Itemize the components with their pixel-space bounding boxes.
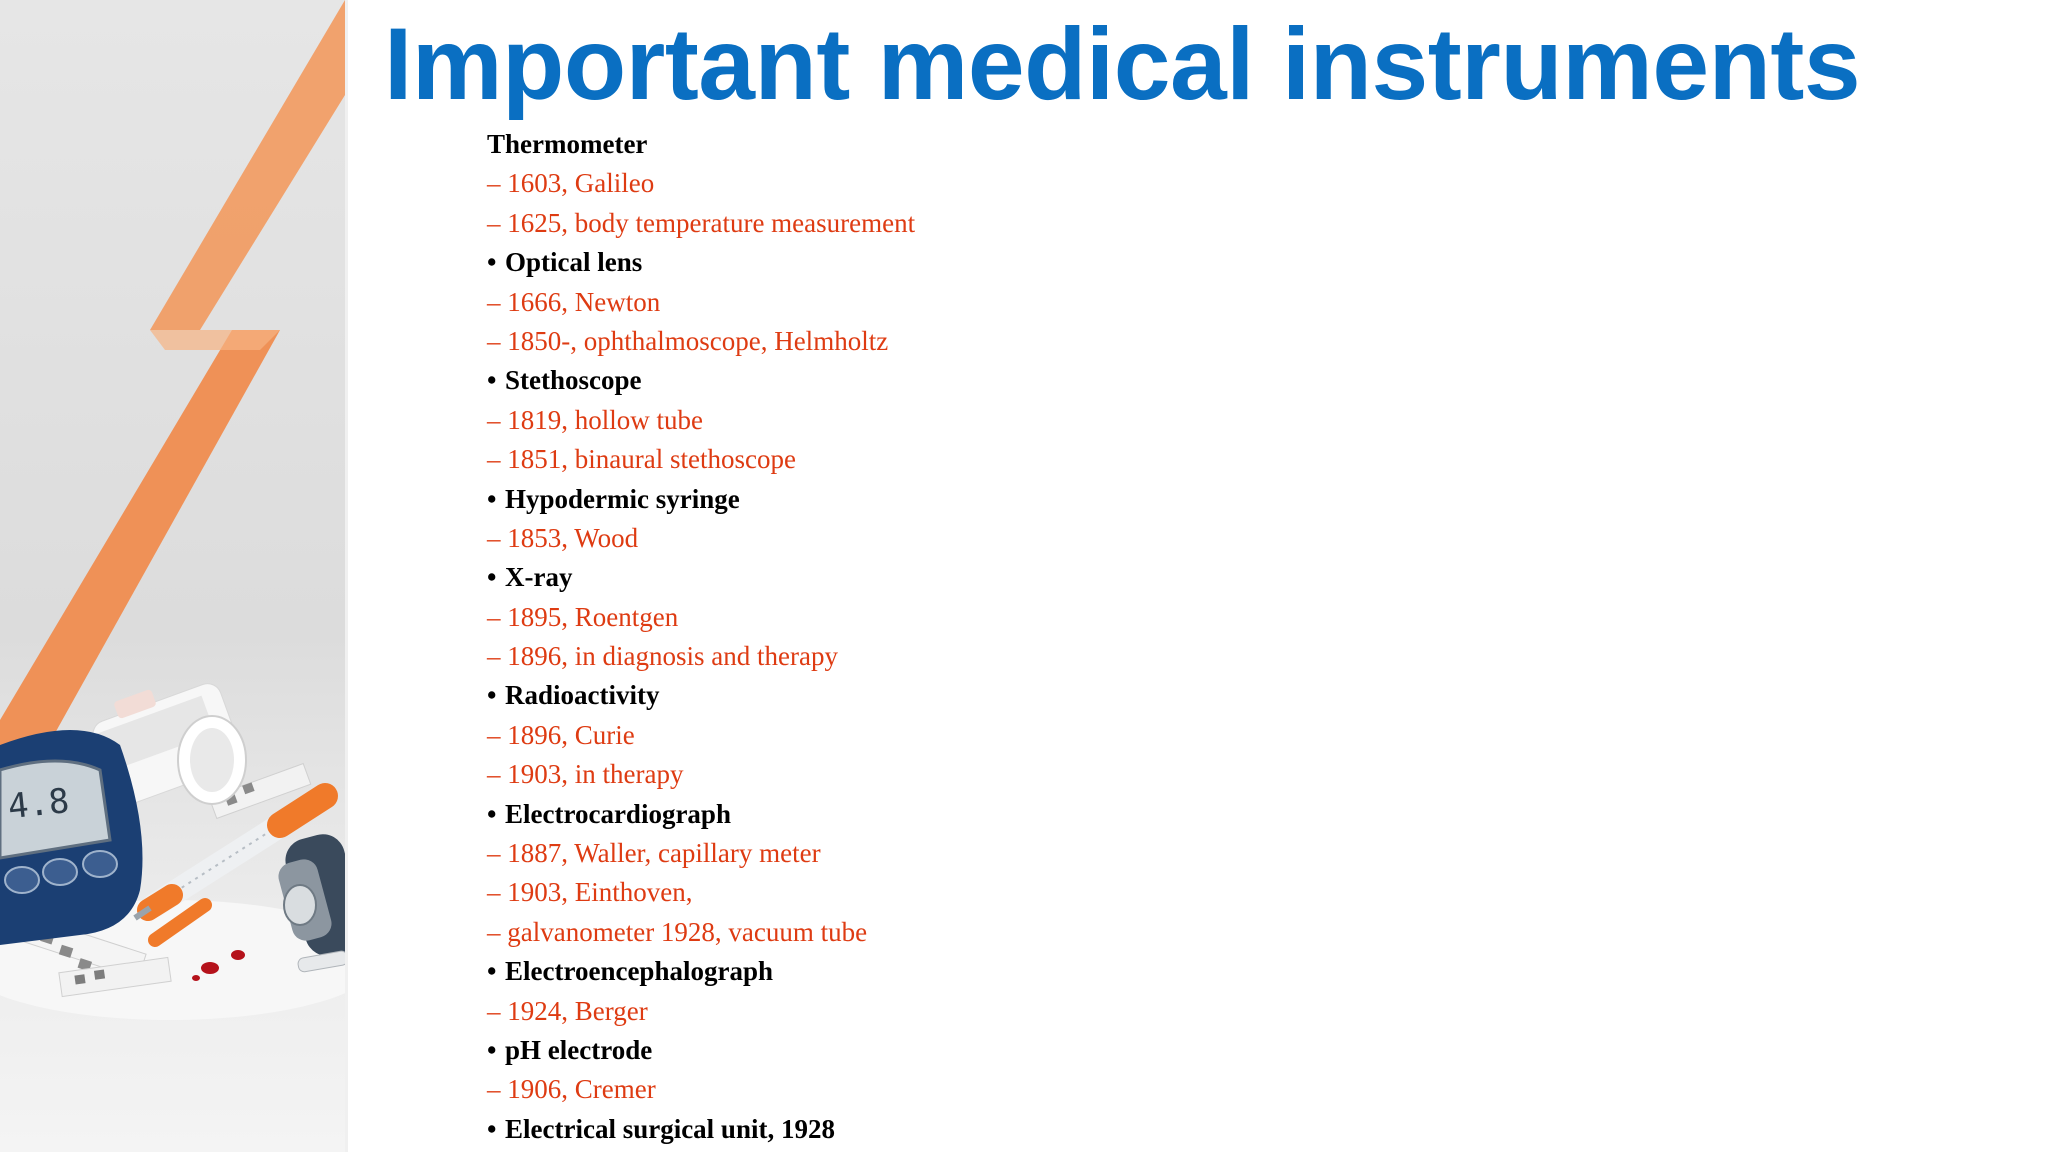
instrument-detail-text: – 1850-, ophthalmoscope, Helmholtz (487, 325, 889, 356)
instrument-heading (487, 1110, 915, 1149)
instrument-heading-text: Stethoscope (505, 365, 642, 396)
instrument-detail (487, 1070, 915, 1109)
instrument-heading (487, 676, 915, 715)
instrument-detail (487, 834, 915, 873)
orange-stripe-upper (150, 0, 345, 330)
instrument-heading (487, 558, 915, 597)
slide-title: Important medical instruments (384, 7, 1861, 121)
instrument-detail-text: – 1903, Einthoven, (487, 877, 693, 908)
instrument-list (487, 125, 915, 1149)
bullet-icon: • (487, 956, 497, 987)
instrument-heading-text: Electroencephalograph (505, 956, 773, 987)
instrument-detail-text: – 1819, hollow tube (487, 404, 703, 435)
bullet-icon: • (487, 1034, 497, 1065)
glucose-meter (0, 730, 143, 945)
bullet-icon: • (487, 247, 497, 278)
instrument-detail (487, 440, 915, 479)
instrument-detail (487, 598, 915, 637)
instrument-detail (487, 204, 915, 243)
instrument-detail-text: – 1625, body temperature measurement (487, 207, 916, 238)
instrument-detail (487, 322, 915, 361)
instrument-detail (487, 519, 915, 558)
bullet-icon: • (487, 798, 497, 829)
instrument-heading-text: pH electrode (505, 1034, 653, 1065)
instrument-heading-text: Electrical surgical unit, 1928 (505, 1113, 835, 1144)
svg-text:4.8: 4.8 (5, 781, 72, 828)
instrument-detail-text: – 1896, in diagnosis and therapy (487, 641, 838, 672)
bullet-icon: • (487, 562, 497, 593)
instrument-detail (487, 913, 915, 952)
orange-stripe-joint (150, 330, 280, 350)
instrument-heading-text: Thermometer (487, 129, 648, 159)
instrument-detail-text: – 1896, Curie (487, 719, 635, 750)
instrument-detail-text: – 1895, Roentgen (487, 601, 679, 632)
instrument-detail (487, 873, 915, 912)
instrument-heading-text: Electrocardiograph (505, 798, 731, 829)
instrument-heading-text: X-ray (505, 562, 573, 593)
instrument-detail-text: – 1887, Waller, capillary meter (487, 838, 821, 869)
bullet-icon: • (487, 680, 497, 711)
instrument-detail-text: – galvanometer 1928, vacuum tube (487, 916, 868, 947)
bullet-icon: • (487, 483, 497, 514)
medical-supplies-illustration (0, 0, 345, 1152)
instrument-heading (487, 361, 915, 400)
instrument-heading-text: Radioactivity (505, 680, 660, 711)
instrument-detail-text: – 1666, Newton (487, 286, 661, 317)
instrument-detail (487, 401, 915, 440)
instrument-detail (487, 164, 915, 203)
instrument-detail (487, 755, 915, 794)
bullet-icon: • (487, 365, 497, 396)
instrument-detail (487, 992, 915, 1031)
instrument-detail-text: – 1851, binaural stethoscope (487, 444, 796, 475)
instrument-detail (487, 283, 915, 322)
side-image-panel (0, 0, 348, 1152)
instrument-detail (487, 637, 915, 676)
instrument-heading (487, 1031, 915, 1070)
instrument-detail-text: – 1603, Galileo (487, 168, 655, 199)
instrument-heading (487, 243, 915, 282)
bullet-icon: • (487, 1113, 497, 1144)
instrument-heading-text: Optical lens (505, 247, 643, 278)
instrument-heading-text: Hypodermic syringe (505, 483, 740, 514)
instrument-heading (487, 125, 915, 164)
instrument-detail-text: – 1903, in therapy (487, 759, 684, 790)
instrument-detail-text: – 1924, Berger (487, 995, 648, 1026)
instrument-heading (487, 952, 915, 991)
instrument-heading (487, 480, 915, 519)
instrument-heading (487, 795, 915, 834)
instrument-detail (487, 716, 915, 755)
instrument-detail-text: – 1906, Cremer (487, 1074, 656, 1105)
instrument-detail-text: – 1853, Wood (487, 522, 639, 553)
